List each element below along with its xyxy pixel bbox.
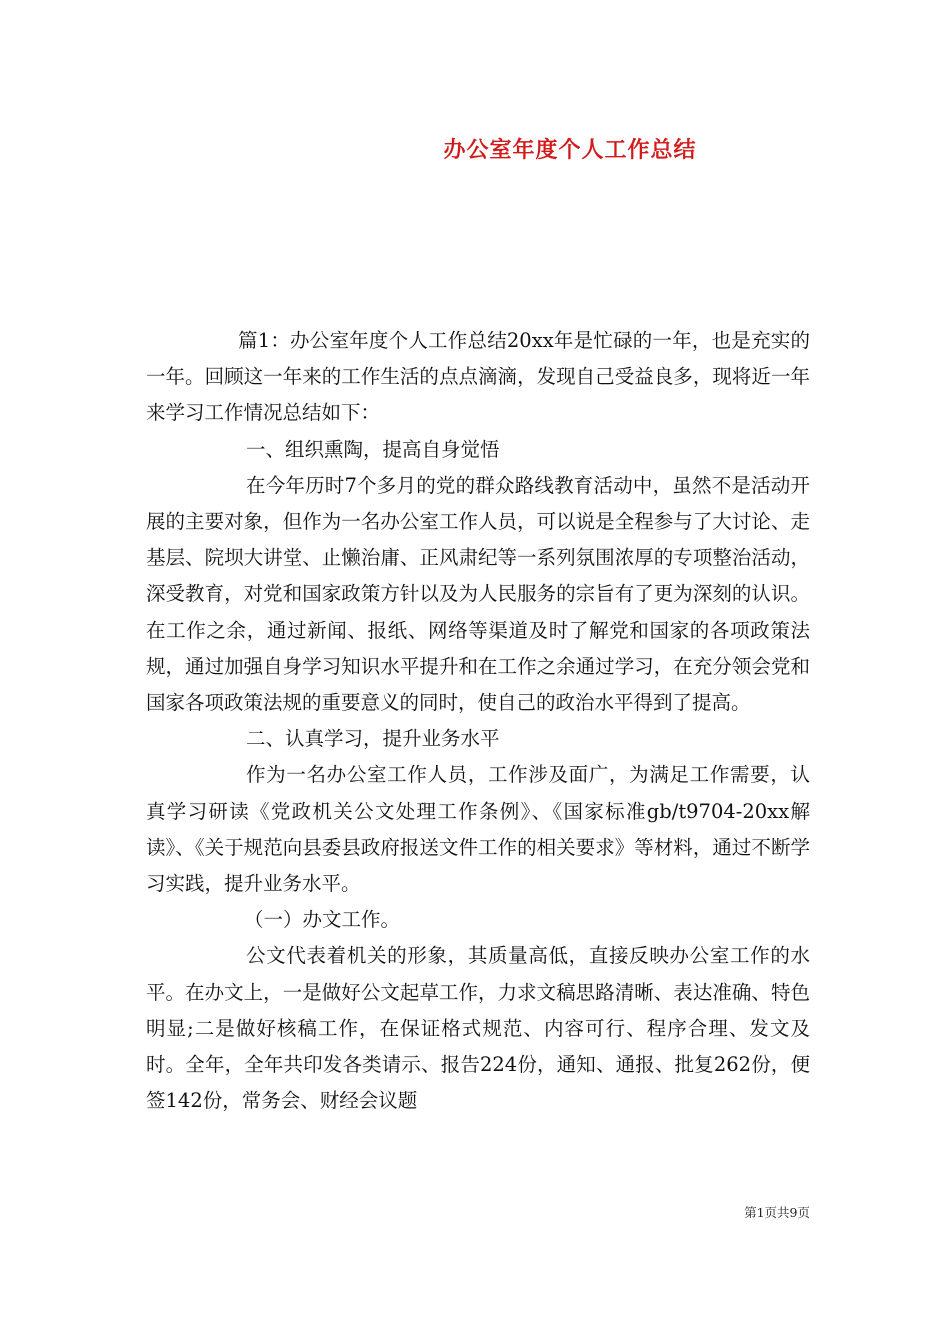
subsection-heading-1: （一）办文工作。 — [244, 908, 401, 932]
page-number: 第1页共9页 — [744, 1205, 810, 1220]
section-heading-2: 二、认真学习，提升业务水平 — [246, 727, 500, 751]
paragraph-section-1: 在今年历时7个多月的党的群众路线教育活动中，虽然不是活动开展的主要对象，但作为一名办公室工作人员，可以说是全程参与了大讨论、走基层、院坝大讲堂、止懒治庸、正风肃纪等一系列氛围浓厚的专项整治活动，深受教育，对党和国家政策方针以及为人民服务的宗旨有了更为深刻的认识。在工作之余，通过新闻、报纸、网络等渠道及时了解党和国家的各项政策法规，通过加强自身学习知识水平提升和在工作之余通过学习，在充分领会党和国家各项政策法规的重要意义的同时，使自己的政治水平得到了提高。 — [146, 473, 810, 715]
section-heading-1: 一、组织熏陶，提高自身觉悟 — [246, 437, 500, 461]
paragraph-section-2: 作为一名办公室工作人员，工作涉及面广，为满足工作需要，认真学习研读《党政机关公文处理工作条例》、《国家标准gb/t9704-20xx解读》、《关于规范向县委县政府报送文件工作的相关要求》等材料，通过不断学习实践，提升业务水平。 — [146, 763, 810, 896]
paragraph-intro: 篇1：办公室年度个人工作总结20xx年是忙碌的一年，也是充实的一年。回顾这一年来的工作生活的点点滴滴，发现自己受益良多，现将近一年来学习工作情况总结如下： — [146, 329, 810, 425]
document-body — [146, 323, 810, 1119]
document-title: 办公室年度个人工作总结 — [443, 137, 697, 163]
paragraph-subsection-1: 公文代表着机关的形象，其质量高低，直接反映办公室工作的水平。在办文上，一是做好公文起草工作，力求文稿思路清晰、表达准确、特色明显;二是做好核稿工作，在保证格式规范、内容可行、程序合理、发文及时。全年，全年共印发各类请示、报告224份，通知、通报、批复262份，便签142份，常务会、财经会议题 — [146, 944, 810, 1113]
